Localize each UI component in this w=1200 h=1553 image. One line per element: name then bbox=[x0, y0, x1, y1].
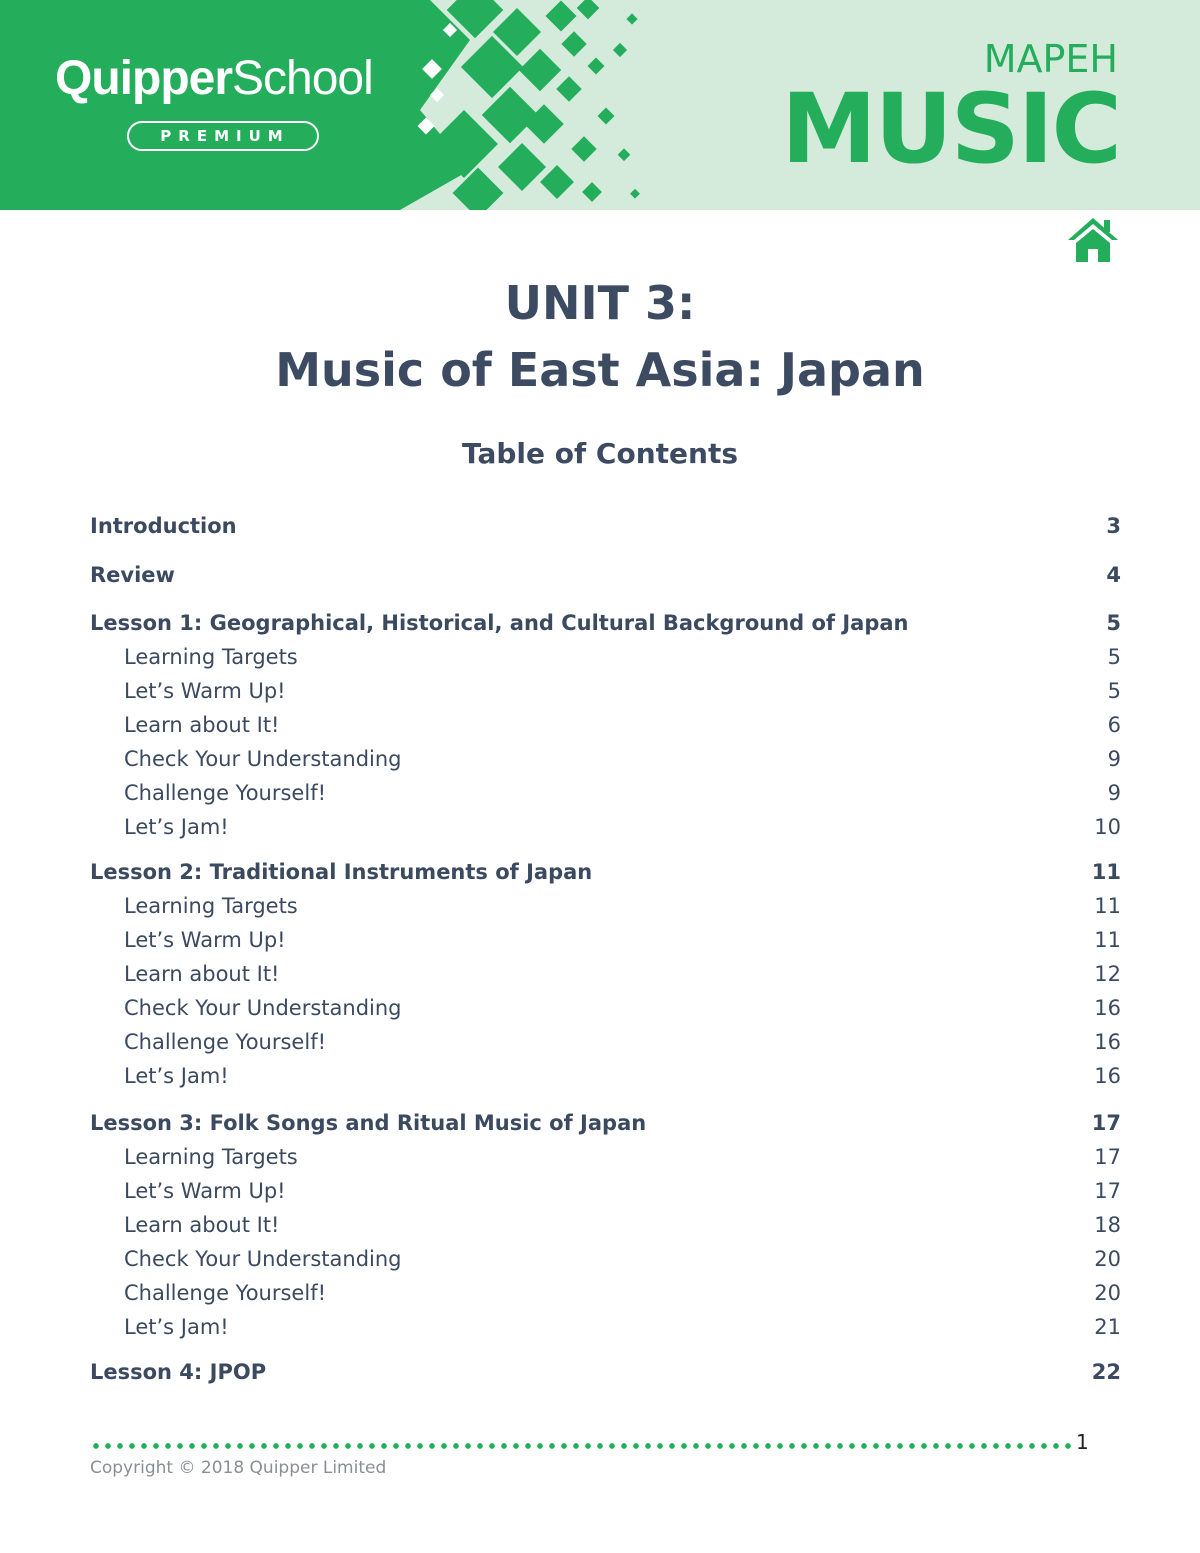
home-icon[interactable] bbox=[1066, 216, 1120, 264]
toc-entry-page: 18 bbox=[1094, 1213, 1121, 1237]
toc-entry-label: Lesson 2: Traditional Instruments of Japan bbox=[90, 860, 593, 884]
toc-entry-label: Learn about It! bbox=[124, 713, 280, 737]
toc-heading: Table of Contents bbox=[461, 437, 738, 470]
toc-section-entry[interactable] bbox=[90, 511, 1121, 541]
toc-subsection-entry[interactable] bbox=[90, 1312, 1121, 1342]
toc-entry-page: 17 bbox=[1094, 1145, 1121, 1169]
toc-subsection-entry[interactable] bbox=[90, 642, 1121, 672]
toc-entry-label: Challenge Yourself! bbox=[124, 1281, 327, 1305]
footer-dotted-line bbox=[90, 1442, 1072, 1450]
toc-subsection-entry[interactable] bbox=[90, 959, 1121, 989]
logo-light-text: School bbox=[232, 52, 373, 105]
premium-badge: PREMIUM bbox=[127, 121, 319, 151]
toc-entry-label: Learn about It! bbox=[124, 1213, 280, 1237]
toc-section-entry[interactable] bbox=[90, 1108, 1121, 1138]
toc-entry-label: Let’s Jam! bbox=[124, 1064, 229, 1088]
toc-entry-label: Introduction bbox=[90, 514, 237, 538]
toc-entry-page: 10 bbox=[1094, 815, 1121, 839]
toc-entry-page: 21 bbox=[1094, 1315, 1121, 1339]
toc-subsection-entry[interactable] bbox=[90, 1027, 1121, 1057]
toc-entry-page: 11 bbox=[1091, 860, 1121, 884]
toc-subsection-entry[interactable] bbox=[90, 812, 1121, 842]
toc-section-entry[interactable] bbox=[90, 560, 1121, 590]
toc-subsection-entry[interactable] bbox=[90, 1278, 1121, 1308]
toc-entry-page: 16 bbox=[1094, 1064, 1121, 1088]
toc-entry-label: Challenge Yourself! bbox=[124, 781, 327, 805]
toc-subsection-entry[interactable] bbox=[90, 1244, 1121, 1274]
toc-entry-page: 20 bbox=[1094, 1281, 1121, 1305]
toc-entry-label: Let’s Warm Up! bbox=[124, 679, 286, 703]
toc-subsection-entry[interactable] bbox=[90, 925, 1121, 955]
toc-subsection-entry[interactable] bbox=[90, 1142, 1121, 1172]
toc-entry-page: 5 bbox=[1107, 679, 1121, 703]
toc-entry-label: Lesson 3: Folk Songs and Ritual Music of Japan bbox=[90, 1111, 647, 1135]
toc-entry-label: Check Your Understanding bbox=[124, 747, 402, 771]
toc-subsection-entry[interactable] bbox=[90, 676, 1121, 706]
page-number: 1 bbox=[1076, 1430, 1089, 1454]
unit-number: UNIT 3: bbox=[504, 276, 696, 330]
toc-section-entry[interactable] bbox=[90, 857, 1121, 887]
subject-category: MAPEH bbox=[983, 37, 1118, 81]
subject-title: MUSIC bbox=[781, 73, 1120, 185]
toc-section-entry[interactable] bbox=[90, 608, 1121, 638]
toc-entry-label: Learning Targets bbox=[124, 645, 298, 669]
toc-entry-label: Check Your Understanding bbox=[124, 996, 402, 1020]
toc-subsection-entry[interactable] bbox=[90, 710, 1121, 740]
toc-entry-page: 4 bbox=[1106, 563, 1121, 587]
toc-entry-label: Let’s Warm Up! bbox=[124, 928, 286, 952]
header-banner bbox=[0, 0, 1200, 210]
toc-entry-page: 9 bbox=[1107, 747, 1121, 771]
toc-subsection-entry[interactable] bbox=[90, 1210, 1121, 1240]
toc-entry-page: 12 bbox=[1094, 962, 1121, 986]
toc-entry-page: 16 bbox=[1094, 996, 1121, 1020]
toc-entry-label: Challenge Yourself! bbox=[124, 1030, 327, 1054]
toc-entry-label: Learn about It! bbox=[124, 962, 280, 986]
toc-entry-label: Review bbox=[90, 563, 175, 587]
toc-entry-page: 3 bbox=[1106, 514, 1121, 538]
toc-entry-page: 17 bbox=[1094, 1179, 1121, 1203]
toc-entry-label: Let’s Warm Up! bbox=[124, 1179, 286, 1203]
toc-section-entry[interactable] bbox=[90, 1357, 1121, 1387]
quipper-school-logo bbox=[55, 52, 373, 106]
toc-entry-page: 11 bbox=[1094, 928, 1121, 952]
toc-entry-label: Lesson 1: Geographical, Historical, and Cultural Background of Japan bbox=[90, 611, 909, 635]
toc-entry-label: Learning Targets bbox=[124, 1145, 298, 1169]
toc-subsection-entry[interactable] bbox=[90, 778, 1121, 808]
toc-entry-label: Learning Targets bbox=[124, 894, 298, 918]
toc-subsection-entry[interactable] bbox=[90, 1061, 1121, 1091]
toc-entry-page: 17 bbox=[1091, 1111, 1121, 1135]
toc-subsection-entry[interactable] bbox=[90, 1176, 1121, 1206]
toc-entry-label: Lesson 4: JPOP bbox=[90, 1360, 267, 1384]
toc-entry-page: 9 bbox=[1107, 781, 1121, 805]
toc-entry-label: Check Your Understanding bbox=[124, 1247, 402, 1271]
toc-entry-page: 16 bbox=[1094, 1030, 1121, 1054]
logo-bold-text: Quipper bbox=[55, 52, 233, 105]
toc-entry-page: 22 bbox=[1091, 1360, 1121, 1384]
toc-entry-label: Let’s Jam! bbox=[124, 1315, 229, 1339]
toc-entry-page: 11 bbox=[1094, 894, 1121, 918]
toc-entry-page: 6 bbox=[1107, 713, 1121, 737]
unit-name: Music of East Asia: Japan bbox=[275, 343, 925, 397]
toc-subsection-entry[interactable] bbox=[90, 891, 1121, 921]
toc-subsection-entry[interactable] bbox=[90, 993, 1121, 1023]
toc-entry-label: Let’s Jam! bbox=[124, 815, 229, 839]
toc-entry-page: 20 bbox=[1094, 1247, 1121, 1271]
toc-subsection-entry[interactable] bbox=[90, 744, 1121, 774]
toc-entry-page: 5 bbox=[1106, 611, 1121, 635]
copyright-notice: Copyright © 2018 Quipper Limited bbox=[90, 1458, 387, 1478]
toc-entry-page: 5 bbox=[1107, 645, 1121, 669]
